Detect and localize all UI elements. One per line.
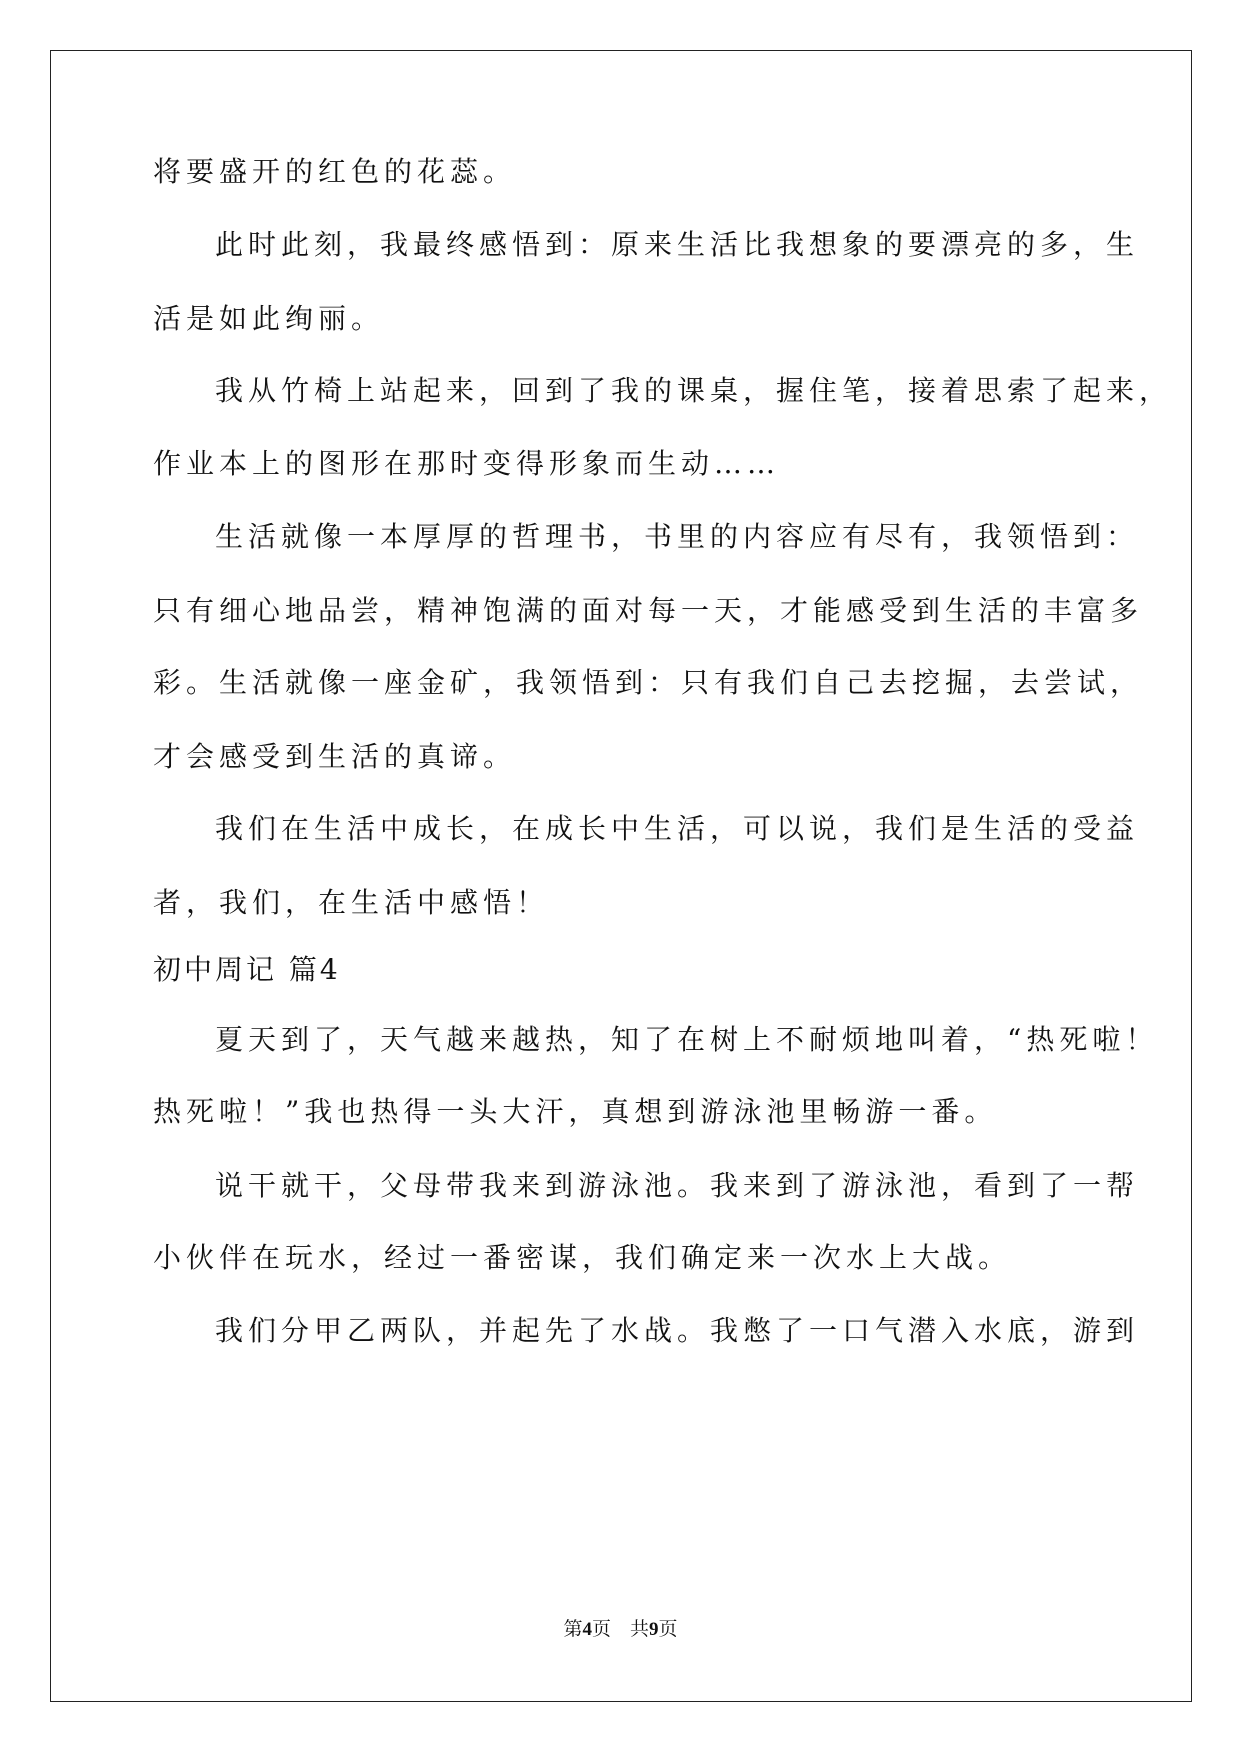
page-footer [0,1614,1241,1641]
footer-mid: 页 共 [591,1619,649,1640]
footer-suffix: 页 [658,1619,678,1640]
text-line: 者，我们，在生活中感悟！ [153,886,550,919]
text-line: 我从竹椅上站起来，回到了我的课桌，握住笔，接着思索了起来， [215,374,1173,407]
text-line: 将要盛开的红色的花蕊。 [153,155,517,188]
text-line: 生活就像一本厚厚的哲理书，书里的内容应有尽有，我领悟到： [215,520,1140,553]
text-line: 热死啦！”我也热得一头大汗，真想到游泳池里畅游一番。 [153,1095,998,1128]
text-line: 我们在生活中成长，在成长中生活，可以说，我们是生活的受益 [215,812,1140,845]
text-line: 我们分甲乙两队，并起先了水战。我憋了一口气潜入水底，游到 [215,1314,1140,1347]
text-line: 说干就干，父母带我来到游泳池。我来到了游泳池，看到了一帮 [215,1169,1140,1202]
text-line: 才会感受到生活的真谛。 [153,740,517,773]
text-line: 夏天到了，天气越来越热，知了在树上不耐烦地叫着，“热死啦！ [215,1023,1159,1056]
page-border [50,50,1192,1702]
section-heading: 初中周记 篇4 [153,953,341,986]
text-line: 此时此刻，我最终感悟到：原来生活比我想象的要漂亮的多，生 [215,228,1140,261]
text-line: 只有细心地品尝，精神饱满的面对每一天，才能感受到生活的丰富多 [153,594,1144,627]
footer-prefix: 第 [563,1619,583,1640]
current-page-number: 4 [582,1619,592,1640]
text-line: 彩。生活就像一座金矿，我领悟到：只有我们自己去挖掘，去尝试， [153,666,1144,699]
text-line: 小伙伴在玩水，经过一番密谋，我们确定来一次水上大战。 [153,1241,1012,1274]
text-line: 作业本上的图形在那时变得形象而生动…… [153,447,781,480]
total-page-number: 9 [649,1619,659,1640]
text-line: 活是如此绚丽。 [153,302,385,335]
